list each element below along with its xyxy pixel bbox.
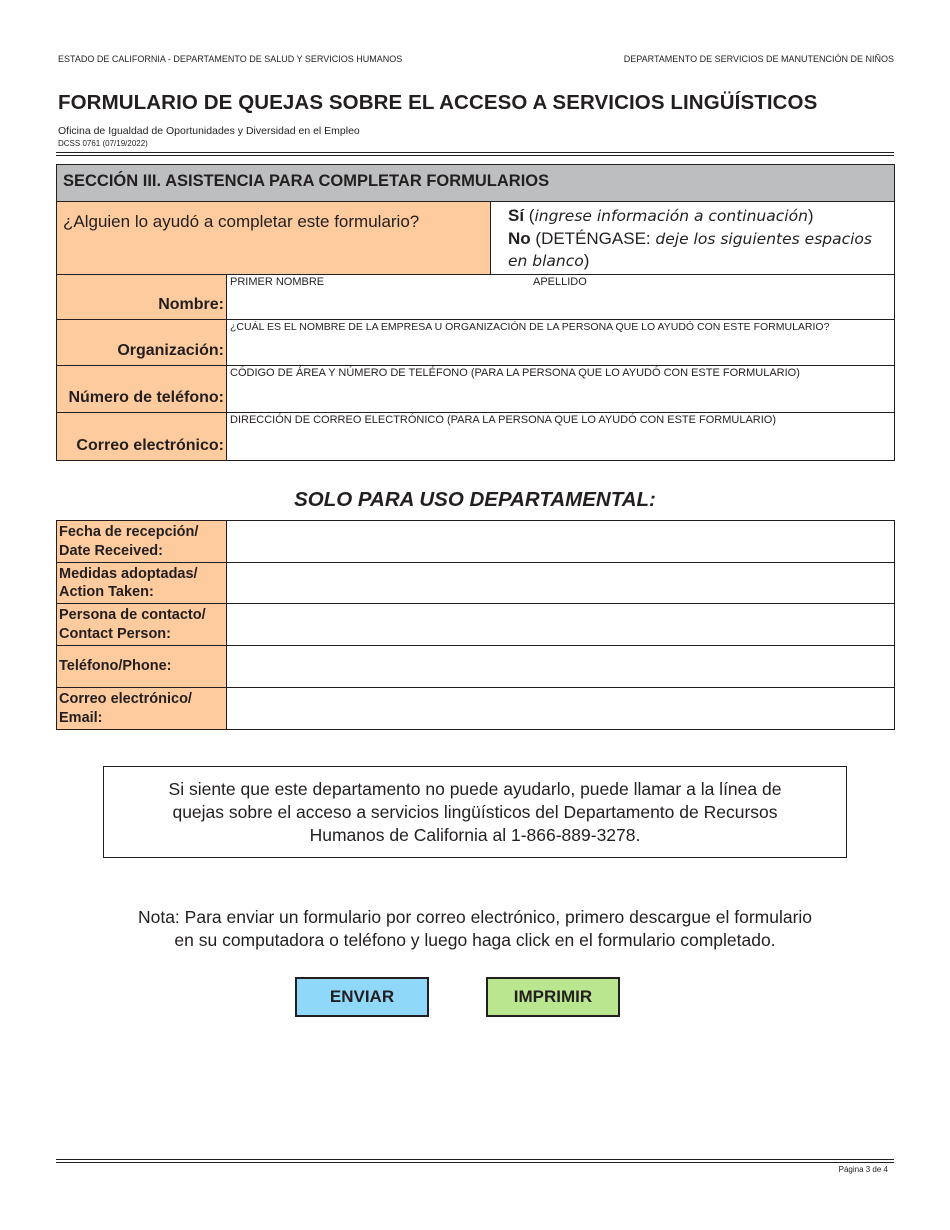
action-taken-row — [57, 563, 894, 604]
section-3-heading: SECCIÓN III. ASISTENCIA PARA COMPLETAR FORMULARIOS — [57, 165, 894, 202]
option-no[interactable]: No (DETÉNGASE: deje los siguientes espacios en blanco) — [508, 228, 872, 270]
organization-label: Organización: — [57, 320, 227, 365]
form-title: FORMULARIO DE QUEJAS SOBRE EL ACCESO A SERVICIOS LINGÜÍSTICOS — [58, 91, 818, 114]
phone-label: Número de teléfono: — [57, 366, 227, 412]
header-divider-top — [56, 152, 894, 153]
email-caption: DIRECCIÓN DE CORREO ELECTRÓNICO (PARA LA PERSONA QUE LO AYUDÓ CON ESTE FORMULARIO) — [230, 414, 777, 426]
phone-row — [57, 366, 894, 413]
phone-caption: CÓDIGO DE ÁREA Y NÚMERO DE TELÉFONO (PARA LA PERSONA QUE LO AYUDÓ CON ESTE FORMULARIO) — [230, 367, 800, 379]
phone-dept-row — [57, 646, 894, 688]
assistance-question: ¿Alguien lo ayudó a completar este formulario? — [57, 202, 491, 274]
name-row — [57, 275, 894, 320]
name-label: Nombre: — [57, 275, 227, 319]
email-label: Correo electrónico: — [57, 413, 227, 460]
hotline-notice: Si siente que este departamento no puede ayudarlo, puede llamar a la línea de quejas sobre el acceso a servicios lingüísticos del Departamento de Recursos Humanos de California al 1-866-889-3278. — [103, 766, 847, 858]
action-taken-label: Medidas adoptadas/ Action Taken: — [57, 563, 227, 603]
organization-field[interactable] — [227, 320, 894, 365]
footer-divider-bottom — [56, 1162, 894, 1163]
phone-dept-label: Teléfono/Phone: — [57, 646, 227, 687]
contact-person-label: Persona de contacto/ Contact Person: — [57, 604, 227, 645]
date-received-row — [57, 521, 894, 563]
option-no-hint: deje los siguientes espacios en blanco — [508, 229, 872, 270]
organization-row — [57, 320, 894, 366]
option-no-prefix: DETÉNGASE: — [541, 228, 651, 248]
department-use-table — [56, 520, 895, 730]
organization-caption: ¿CUÁL ES EL NOMBRE DE LA EMPRESA U ORGANIZACIÓN DE LA PERSONA QUE LO AYUDÓ CON ESTE FORMULARIO? — [230, 321, 830, 333]
department-use-title: SOLO PARA USO DEPARTAMENTAL: — [294, 488, 656, 511]
form-number: DCSS 0761 (07/19/2022) — [58, 139, 148, 148]
last-name-caption: APELLIDO — [533, 276, 587, 288]
department-header: DEPARTAMENTO DE SERVICIOS DE MANUTENCIÓN DE NIÑOS — [623, 54, 894, 64]
assistance-question-row — [57, 202, 894, 275]
contact-person-row — [57, 604, 894, 646]
assistance-answer-options — [491, 202, 894, 274]
footer-divider-top — [56, 1159, 894, 1160]
page-number: Página 3 de 4 — [838, 1165, 888, 1174]
email-note: Nota: Para enviar un formulario por correo electrónico, primero descargue el formulario en su computadora o teléfono y luego haga click en el formulario completado. — [137, 907, 813, 950]
action-taken-field[interactable] — [227, 563, 894, 603]
name-field[interactable] — [227, 275, 894, 319]
contact-person-field[interactable] — [227, 604, 894, 645]
email-row — [57, 413, 894, 460]
email-dept-label: Correo electrónico/ Email: — [57, 688, 227, 729]
phone-dept-field[interactable] — [227, 646, 894, 687]
email-dept-row — [57, 688, 894, 729]
first-name-caption: PRIMER NOMBRE — [230, 276, 325, 288]
agency-header: ESTADO DE CALIFORNIA - DEPARTAMENTO DE SALUD Y SERVICIOS HUMANOS — [58, 54, 403, 64]
header-divider-bottom — [56, 155, 894, 156]
phone-field[interactable] — [227, 366, 894, 412]
date-received-label: Fecha de recepción/ Date Received: — [57, 521, 227, 562]
option-yes[interactable]: Sí (ingrese información a continuación) — [508, 206, 814, 225]
option-yes-hint: ingrese información a continuación — [534, 207, 808, 225]
date-received-field[interactable] — [227, 521, 894, 562]
send-button[interactable]: ENVIAR — [295, 977, 429, 1017]
office-name: Oficina de Igualdad de Oportunidades y Diversidad en el Empleo — [58, 125, 360, 137]
print-button[interactable]: IMPRIMIR — [486, 977, 620, 1017]
section-3-table — [56, 164, 895, 461]
email-dept-field[interactable] — [227, 688, 894, 729]
email-field[interactable] — [227, 413, 894, 460]
